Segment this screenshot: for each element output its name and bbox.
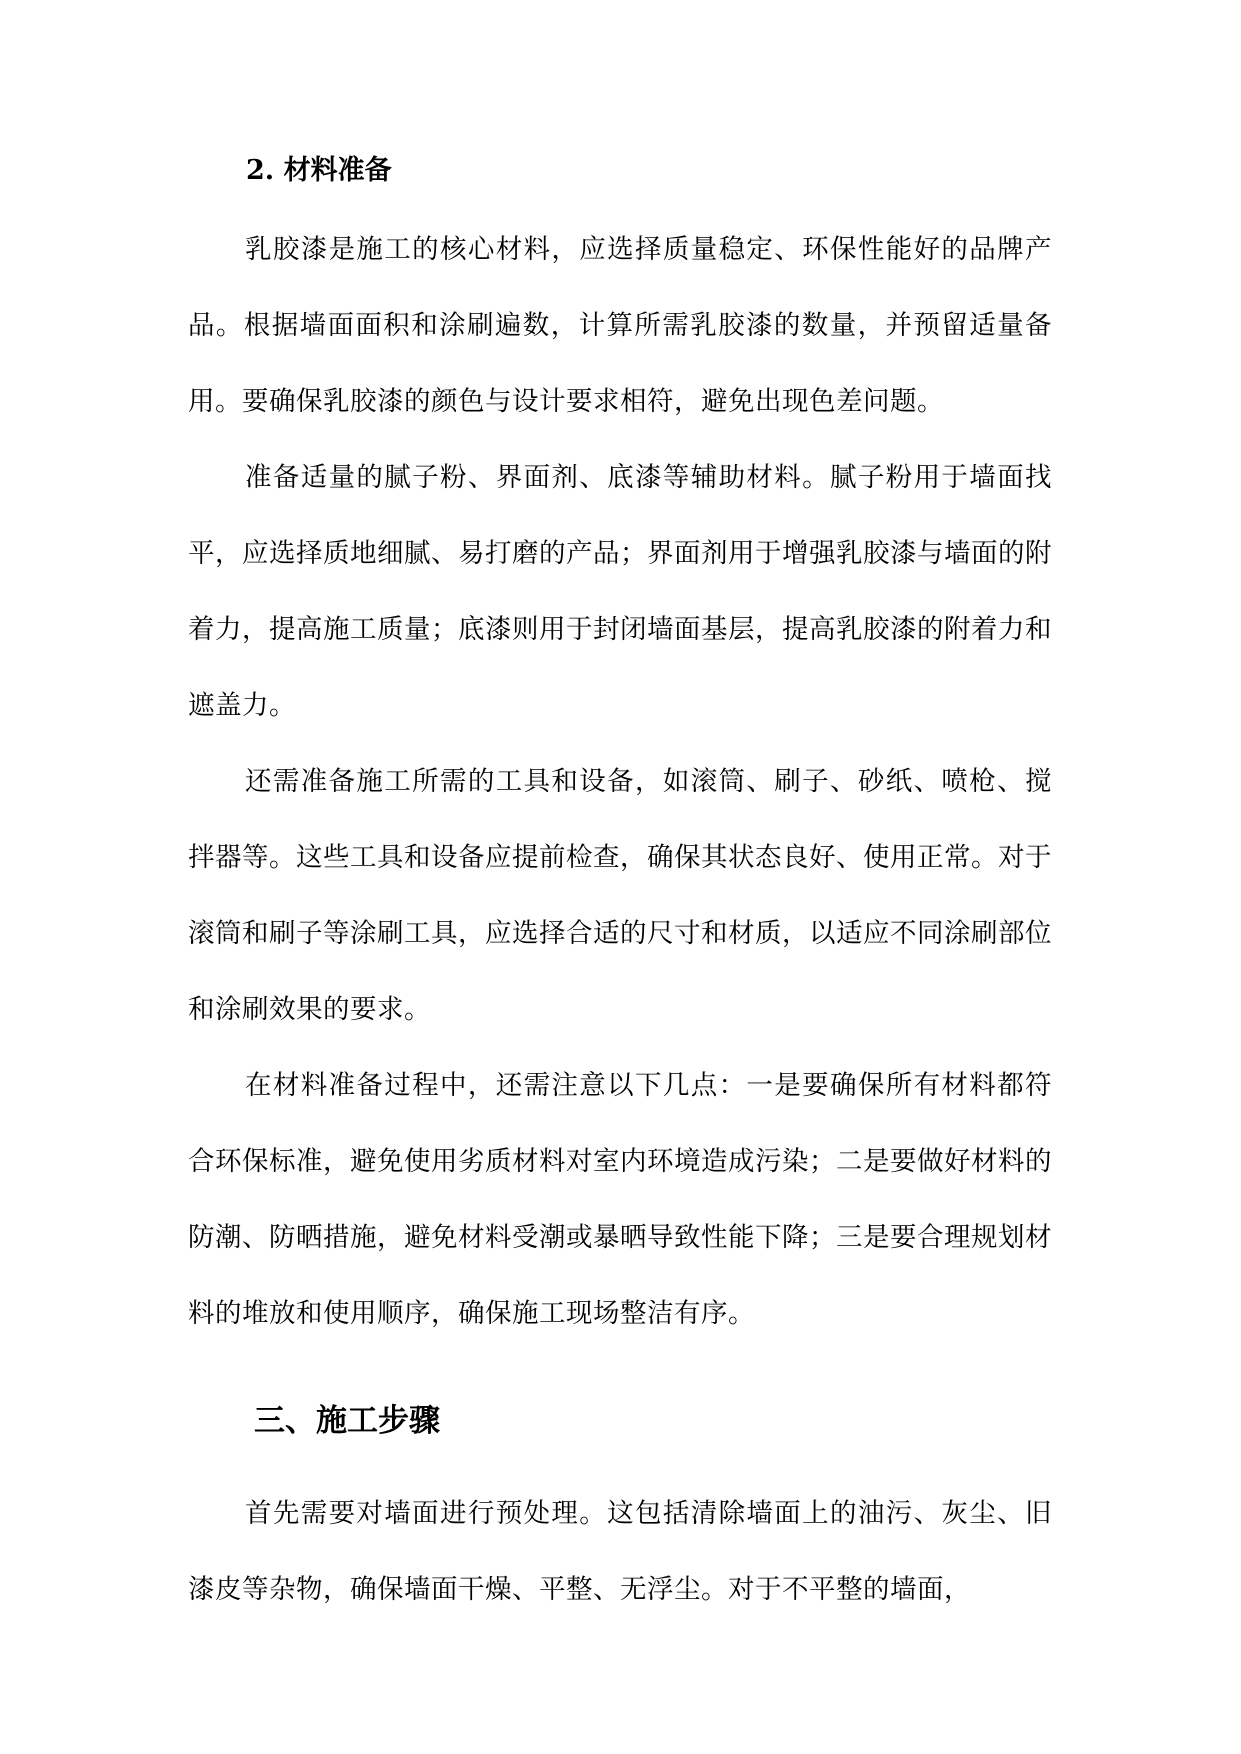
section-heading: 三、施工步骤 [254,1403,440,1439]
paragraph-wall-preparation: 首先需要对墙面进行预处理。这包括清除墙面上的油污、灰尘、旧漆皮等杂物，确保墙面干燥、平整、无浮尘。对于不平整的墙面， [188,1498,1052,1605]
paragraph-auxiliary-materials: 准备适量的腻子粉、界面剂、底漆等辅助材料。腻子粉用于墙面找平，应选择质地细腻、易打磨的产品；界面剂用于增强乳胶漆与墙面的附着力，提高施工质量；底漆则用于封闭墙面基层，提高乳胶漆的附着力和遮盖力。 [188,462,1052,721]
paragraph-latex-paint: 乳胶漆是施工的核心材料，应选择质量稳定、环保性能好的品牌产品。根据墙面面积和涂刷遍数，计算所需乳胶漆的数量，并预留适量备用。要确保乳胶漆的颜色与设计要求相符，避免出现色差问题。 [188,234,1052,417]
paragraph-tools-equipment: 还需准备施工所需的工具和设备，如滚筒、刷子、砂纸、喷枪、搅拌器等。这些工具和设备应提前检查，确保其状态良好、使用正常。对于滚筒和刷子等涂刷工具，应选择合适的尺寸和材质，以适应不同涂刷部位和涂刷效果的要求。 [188,766,1052,1025]
paragraph-precautions: 在材料准备过程中，还需注意以下几点：一是要确保所有材料都符合环保标准，避免使用劣质材料对室内环境造成污染；二是要做好材料的防潮、防晒措施，避免材料受潮或暴晒导致性能下降；三是要合理规划材料的堆放和使用顺序，确保施工现场整洁有序。 [188,1070,1052,1329]
section-subheading: 2. 材料准备 [246,155,392,186]
